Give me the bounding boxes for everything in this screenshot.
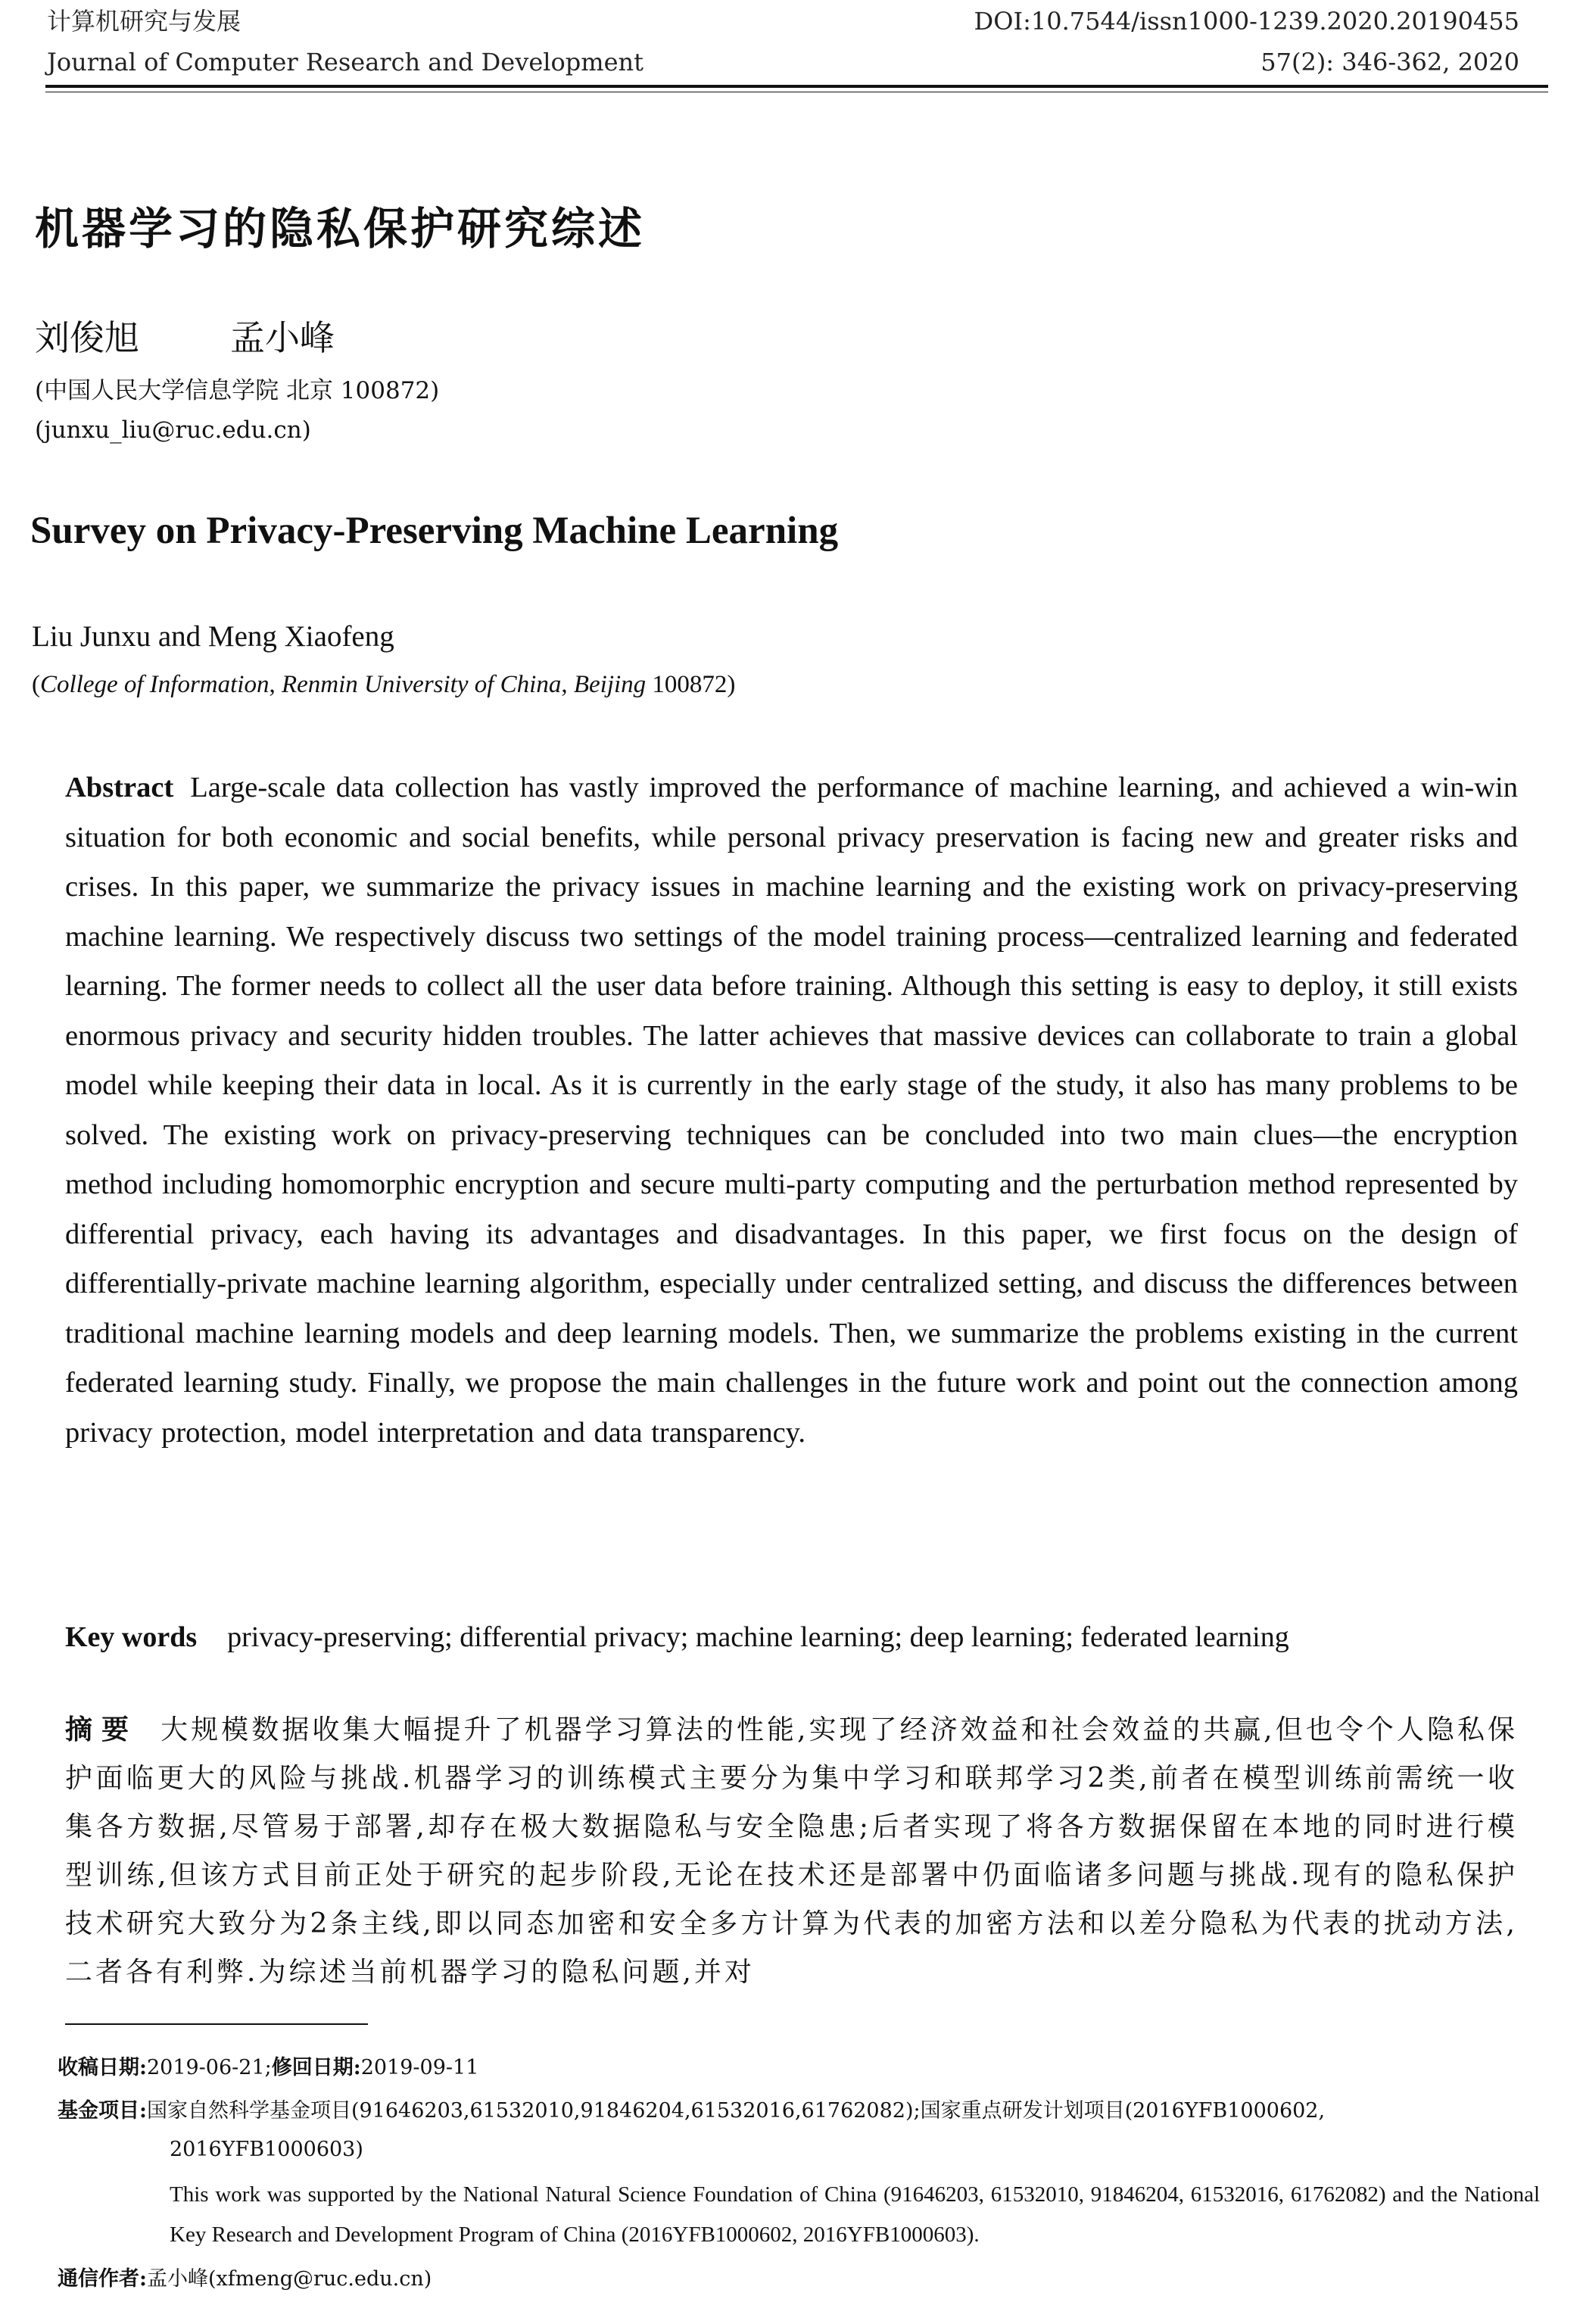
affiliation-en: (College of Information, Renmin University of China, Beijing 100872): [32, 671, 736, 698]
authors-cn: [35, 310, 335, 360]
abstract-cn: [65, 1705, 1518, 1997]
affiliation-cn: (中国人民大学信息学院 北京 100872): [35, 377, 440, 404]
journal-title-cn: 计算机研究与发展: [47, 7, 242, 36]
keywords-text: privacy-preserving; differential privacy; machine learning; deep learning; federated learning: [227, 1621, 1289, 1653]
footnote-fund-en: This work was supported by the National Natural Science Foundation of China (91646203, 61532010, 91846204, 61532016, 61762082) and the National Key Research and Development Program of China (2016YFB1000602, 2016YFB1000603).: [170, 2182, 1540, 2247]
footnote-rule: [65, 2023, 368, 2025]
authors-en: Liu Junxu and Meng Xiaofeng: [32, 620, 394, 653]
abstract-label: Abstract: [65, 772, 174, 803]
issue-info: 57(2): 346-362, 2020: [1260, 48, 1519, 76]
author-cn-2: 孟小峰: [230, 317, 335, 358]
footnote-fund-cn: 基金项目:国家自然科学基金项目(91646203,61532010,91846204,61532016,61762082);国家重点研发计划项目(2016YFB1000602, 2016YFB1000603): [58, 2099, 1326, 2161]
header-rule-thick: [45, 85, 1548, 88]
abstract-text: Large-scale data collection has vastly improved the performance of machine learning, and achieved a win-win situation for both economic and social benefits, while personal privacy preservation is facing new and greater risks and crises. In this paper, we summarize the privacy issues in machine learning and the existing work on privacy-preserving machine learning. We respectively discuss two settings of the model training process—centralized learning and federated learning. The former needs to collect all the user data before training. Although this setting is easy to deploy, it still exists enormous privacy and security hidden troubles. The latter achieves that massive devices can collaborate to train a global model while keeping their data in local. As it is currently in the early stage of the study, it also has many problems to be solved. The existing work on privacy-preserving techniques can be concluded into two main clues—the encryption method including homomorphic encryption and secure multi-party computing and the perturbation method represented by differential privacy, each having its advantages and disadvantages. In this paper, we first focus on the design of differentially-private machine learning algorithm, especially under centralized setting, and discuss the differences between traditional machine learning models and deep learning models. Then, we summarize the problems existing in the current federated learning study. Finally, we propose the main challenges in the future work and point out the connection among privacy protection, model interpretation and data transparency.: [65, 772, 1518, 1449]
journal-title-en: Journal of Computer Research and Development: [47, 48, 643, 76]
abstract-cn-label: 摘要: [65, 1714, 139, 1745]
paper-title-en: Survey on Privacy-Preserving Machine Learning: [30, 510, 839, 552]
paper-title-cn: 机器学习的隐私保护研究综述: [35, 203, 646, 254]
doi: DOI:10.7544/issn1000-1239.2020.20190455: [974, 7, 1519, 36]
abstract-en: [65, 763, 1518, 1458]
footnote-corresponding: 通信作者:孟小峰(xfmeng@ruc.edu.cn): [58, 2267, 432, 2291]
author-cn-1: 刘俊旭: [35, 317, 139, 358]
footnote-dates: 收稿日期:2019-06-21;修回日期:2019-09-11: [58, 2056, 479, 2079]
keywords-label: Key words: [65, 1621, 198, 1653]
email-cn: (junxu_liu@ruc.edu.cn): [35, 416, 311, 444]
keywords: [65, 1621, 1289, 1654]
abstract-cn-text: 大规模数据收集大幅提升了机器学习算法的性能,实现了经济效益和社会效益的共赢,但也令个人隐私保护面临更大的风险与挑战.机器学习的训练模式主要分为集中学习和联邦学习2类,前者在模型训练前需统一收集各方数据,尽管易于部署,却存在极大数据隐私与安全隐患;后者实现了将各方数据保留在本地的同时进行模型训练,但该方式目前正处于研究的起步阶段,无论在技术还是部署中仍面临诸多问题与挑战.现有的隐私保护技术研究大致分为2条主线,即以同态加密和安全多方计算为代表的加密方法和以差分隐私为代表的扰动方法,二者各有利弊.为综述当前机器学习的隐私问题,并对: [65, 1714, 1518, 1988]
